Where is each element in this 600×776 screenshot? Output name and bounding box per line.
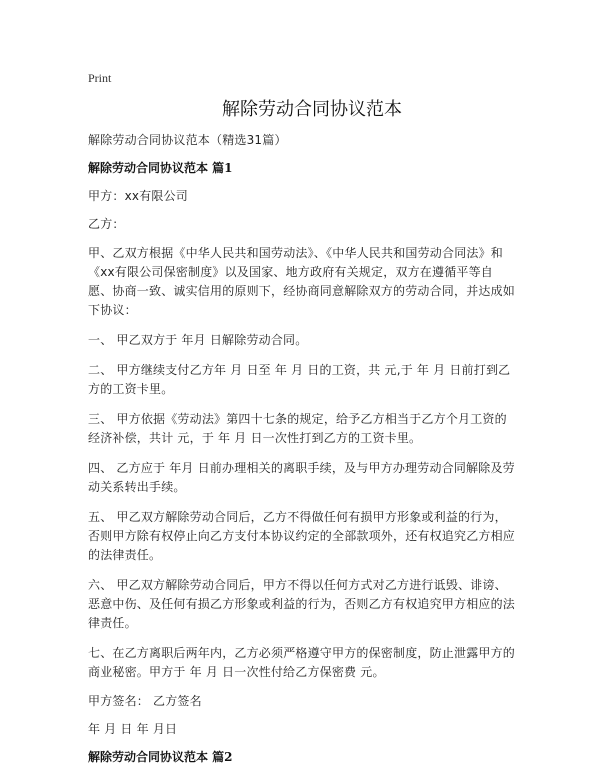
- clause-6: 六、 甲乙双方解除劳动合同后，甲方不得以任何方式对乙方进行诋毁、诽谤、恶意中伤、及任何有损乙方形象或利益的行为，否则乙方有权追究甲方相应的法律责任。: [88, 578, 516, 630]
- date-line: 年 月 日 年 月日: [88, 722, 178, 736]
- section-heading-1: 解除劳动合同协议范本 篇1: [88, 161, 233, 175]
- document-subtitle: 解除劳动合同协议范本（精选31篇）: [88, 133, 287, 147]
- party-b: 乙方：: [88, 217, 125, 231]
- clause-1: 一、 甲乙双方于 年月 日解除劳动合同。: [88, 333, 308, 347]
- clause-7: 七、在乙方离职后两年内，乙方必须严格遵守甲方的保密制度，防止泄露甲方的商业秘密。甲方于 年 月 日一次性付给乙方保密费 元。: [88, 646, 516, 679]
- party-a: 甲方：xx有限公司: [88, 189, 189, 203]
- intro-paragraph: 甲、乙双方根据《中华人民共和国劳动法》、《中华人民共和国劳动合同法》和《xx有限公司保密制度》以及国家、地方政府有关规定，双方在遵循平等自愿、协商一致、诚实信用的原则下，经协商同意解除双方的劳动合同，并达成如下协议：: [88, 246, 516, 317]
- clause-5: 五、 甲乙双方解除劳动合同后，乙方不得做任何有损甲方形象或利益的行为，否则甲方除有权停止向乙方支付本协议约定的全部款项外，还有权追究乙方相应的法律责任。: [88, 510, 516, 562]
- clause-2: 二、 甲方继续支付乙方年 月 日至 年 月 日的工资，共 元,于 年 月 日前打到乙方的工资卡里。: [88, 363, 511, 396]
- print-link[interactable]: Print: [88, 71, 112, 85]
- signature-line: 甲方签名： 乙方签名: [88, 694, 202, 708]
- section-heading-2: 解除劳动合同协议范本 篇2: [88, 750, 233, 764]
- clause-4: 四、 乙方应于 年月 日前办理相关的离职手续，及与甲方办理劳动合同解除及劳动关系转出手续。: [88, 461, 515, 494]
- clause-3: 三、 甲方依据《劳动法》第四十七条的规定，给予乙方相当于乙方个月工资的经济补偿，共计 元，于 年 月 日一次性打到乙方的工资卡里。: [88, 412, 507, 445]
- document-page: [88, 70, 516, 766]
- document-title: 解除劳动合同协议范本: [222, 99, 402, 120]
